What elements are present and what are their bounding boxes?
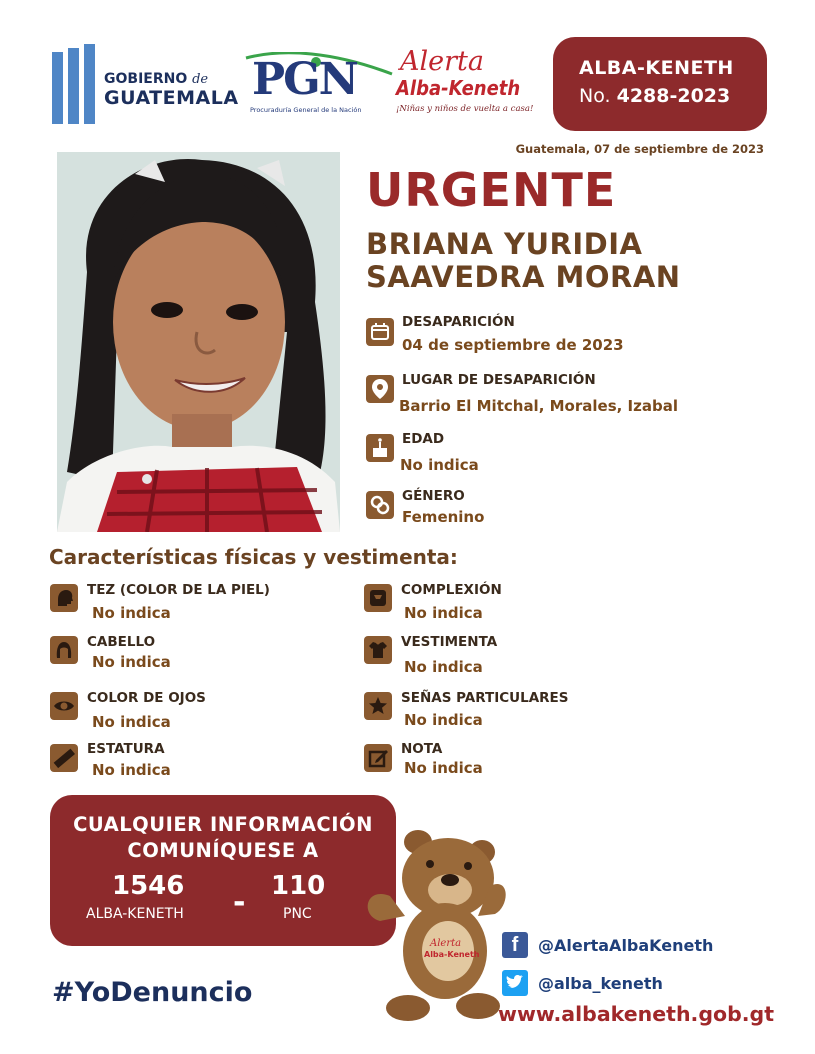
pnc-phone-label: PNC	[283, 906, 312, 922]
clothing-value: No indica	[404, 658, 483, 676]
mascot-badge-line1: Alerta	[430, 938, 462, 949]
location-pin-icon	[366, 375, 394, 403]
twitter-handle[interactable]: @alba_keneth	[538, 974, 663, 993]
age-value: No indica	[400, 456, 479, 474]
pgn-logo: PGN Procuraduría General de la Nación	[244, 52, 394, 118]
alba-keneth-phone-label: ALBA-KENETH	[86, 906, 184, 922]
hair-value: No indica	[92, 653, 171, 671]
gobierno-logo-mark	[52, 52, 96, 124]
height-label: ESTATURA	[87, 741, 165, 757]
note-value: No indica	[404, 759, 483, 777]
urgent-heading: URGENTE	[366, 163, 617, 217]
hair-icon	[50, 636, 78, 664]
cake-icon	[366, 434, 394, 462]
calendar-icon	[366, 318, 394, 346]
eye-icon	[50, 692, 78, 720]
contact-box	[50, 795, 396, 946]
star-icon	[364, 692, 392, 720]
gender-value: Femenino	[402, 508, 485, 526]
website-link[interactable]: www.albakeneth.gob.gt	[498, 1002, 775, 1026]
contact-heading-line1: CUALQUIER INFORMACIÓN	[73, 813, 373, 836]
facebook-handle[interactable]: @AlertaAlbaKeneth	[538, 936, 714, 955]
issue-date: Guatemala, 07 de septiembre de 2023	[515, 142, 764, 156]
distinctive-marks-value: No indica	[404, 711, 483, 729]
height-value: No indica	[92, 761, 171, 779]
gender-label: GÉNERO	[402, 488, 465, 504]
missing-child-photo	[57, 152, 340, 532]
distinctive-marks-label: SEÑAS PARTICULARES	[401, 690, 569, 706]
phone-separator: -	[233, 885, 246, 920]
case-number: No. 4288-2023	[579, 85, 731, 107]
disappearance-date-label: DESAPARICIÓN	[402, 314, 515, 330]
missing-person-name: BRIANA YURIDIA SAAVEDRA MORAN	[366, 227, 681, 294]
disappearance-place-label: LUGAR DE DESAPARICIÓN	[402, 372, 596, 388]
contact-heading-line2: COMUNÍQUESE A	[127, 839, 319, 862]
clothing-label: VESTIMENTA	[401, 634, 498, 650]
build-value: No indica	[404, 604, 483, 622]
scale-icon	[364, 584, 392, 612]
characteristics-title: Características físicas y vestimenta:	[49, 545, 458, 569]
eye-color-value: No indica	[92, 713, 171, 731]
hashtag: #YoDenuncio	[52, 977, 253, 1008]
alba-keneth-phone[interactable]: 1546	[112, 871, 185, 901]
facebook-icon[interactable]: f	[502, 932, 528, 958]
case-number-box	[553, 37, 767, 131]
skin-tone-label: TEZ (COLOR DE LA PIEL)	[87, 582, 270, 598]
pnc-phone[interactable]: 110	[271, 871, 326, 901]
disappearance-date-value: 04 de septiembre de 2023	[402, 336, 624, 354]
alerta-alba-keneth-logo: Alerta Alba-Keneth ¡Niñas y niños de vuelta a casa!	[396, 46, 534, 114]
head-icon	[50, 584, 78, 612]
mascot-badge-line2: Alba-Keneth	[424, 950, 480, 959]
eye-color-label: COLOR DE OJOS	[87, 690, 206, 706]
shirt-icon	[364, 636, 392, 664]
disappearance-place-value: Barrio El Mitchal, Morales, Izabal	[399, 397, 678, 415]
ruler-icon	[50, 744, 78, 772]
gender-icon	[366, 491, 394, 519]
build-label: COMPLEXIÓN	[401, 582, 502, 598]
hair-label: CABELLO	[87, 634, 156, 650]
note-label: NOTA	[401, 741, 443, 757]
twitter-icon[interactable]	[502, 970, 528, 996]
age-label: EDAD	[402, 431, 445, 447]
case-title: ALBA-KENETH	[579, 57, 734, 79]
gobierno-logo-text: GOBIERNO de GUATEMALA	[104, 71, 239, 109]
note-edit-icon	[364, 744, 392, 772]
bear-mascot-image	[360, 826, 510, 1024]
skin-tone-value: No indica	[92, 604, 171, 622]
